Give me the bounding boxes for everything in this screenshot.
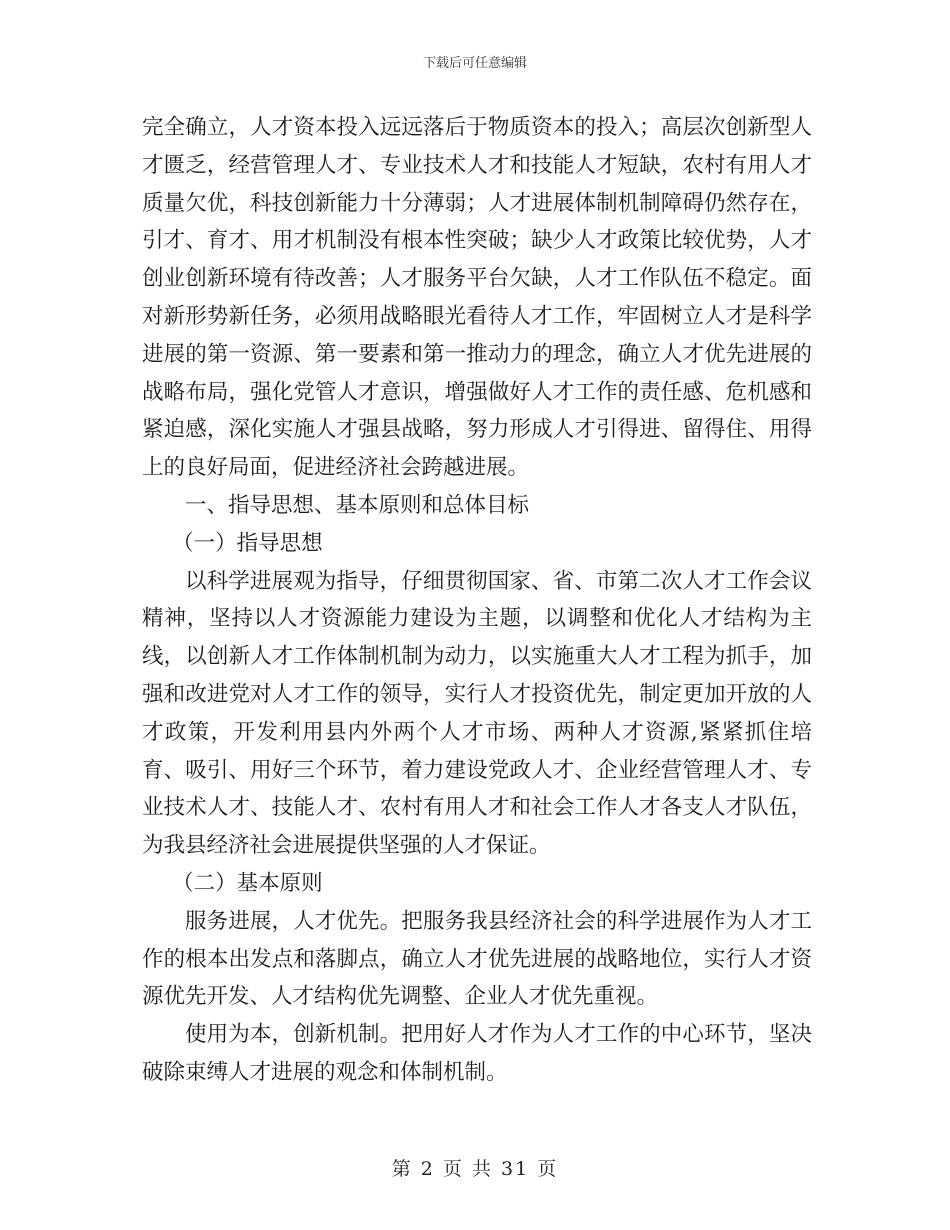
paragraph-guiding-thought: 以科学进展观为指导，仔细贯彻国家、省、市第二次人才工作会议精神，坚持以人才资源能力建设为主题，以调整和优化人才结构为主线，以创新人才工作体制机制为动力，以实施重大人才工程为抓手，加强和改进党对人才工作的领导，实行人才投资优先，制定更加开放的人才政策，开发利用县内外两个人才市场、两种人才资源,紧紧抓住培育、吸引、用好三个环节，着力建设党政人才、企业经营管理人才、专业技术人才、技能人才、农村有用人才和社会工作人才各支人才队伍，为我县经济社会进展提供坚强的人才保证。 [142, 568, 812, 859]
section-heading-guiding-principles: 一、指导思想、基本原则和总体目标 [185, 492, 530, 518]
subheading-guiding-thought: （一）指导思想 [172, 530, 323, 556]
header-note: 下载后可任意编辑 [422, 56, 527, 71]
paragraph-principle-service: 服务进展，人才优先。把服务我县经济社会的科学进展作为人才工作的根本出发点和落脚点，确立人才优先进展的战略地位，实行人才资源优先开发、人才结构优先调整、企业人才优先重视。 [142, 908, 812, 1010]
subheading-basic-principles: （二）基本原则 [172, 870, 323, 896]
paragraph-intro-continuation: 完全确立，人才资本投入远远落后于物质资本的投入；高层次创新型人才匮乏，经营管理人才、专业技术人才和技能人才短缺，农村有用人才质量欠优，科技创新能力十分薄弱；人才进展体制机制障碍仍然存在，引才、育才、用才机制没有根本性突破；缺少人才政策比较优势，人才创业创新环境有待改善；人才服务平台欠缺，人才工作队伍不稳定。面对新形势新任务，必须用战略眼光看待人才工作，牢固树立人才是科学进展的第一资源、第一要素和第一推动力的理念，确立人才优先进展的战略布局，强化党管人才意识，增强做好人才工作的责任感、危机感和紧迫感，深化实施人才强县战略，努力形成人才引得进、留得住、用得上的良好局面，促进经济社会跨越进展。 [142, 115, 812, 481]
paragraph-principle-use: 使用为本，创新机制。把用好人才作为人才工作的中心环节，坚决破除束缚人才进展的观念和体制机制。 [142, 1022, 812, 1085]
document-body [142, 109, 812, 1092]
page-number-footer: 第 2 页 共 31 页 [391, 1158, 559, 1180]
